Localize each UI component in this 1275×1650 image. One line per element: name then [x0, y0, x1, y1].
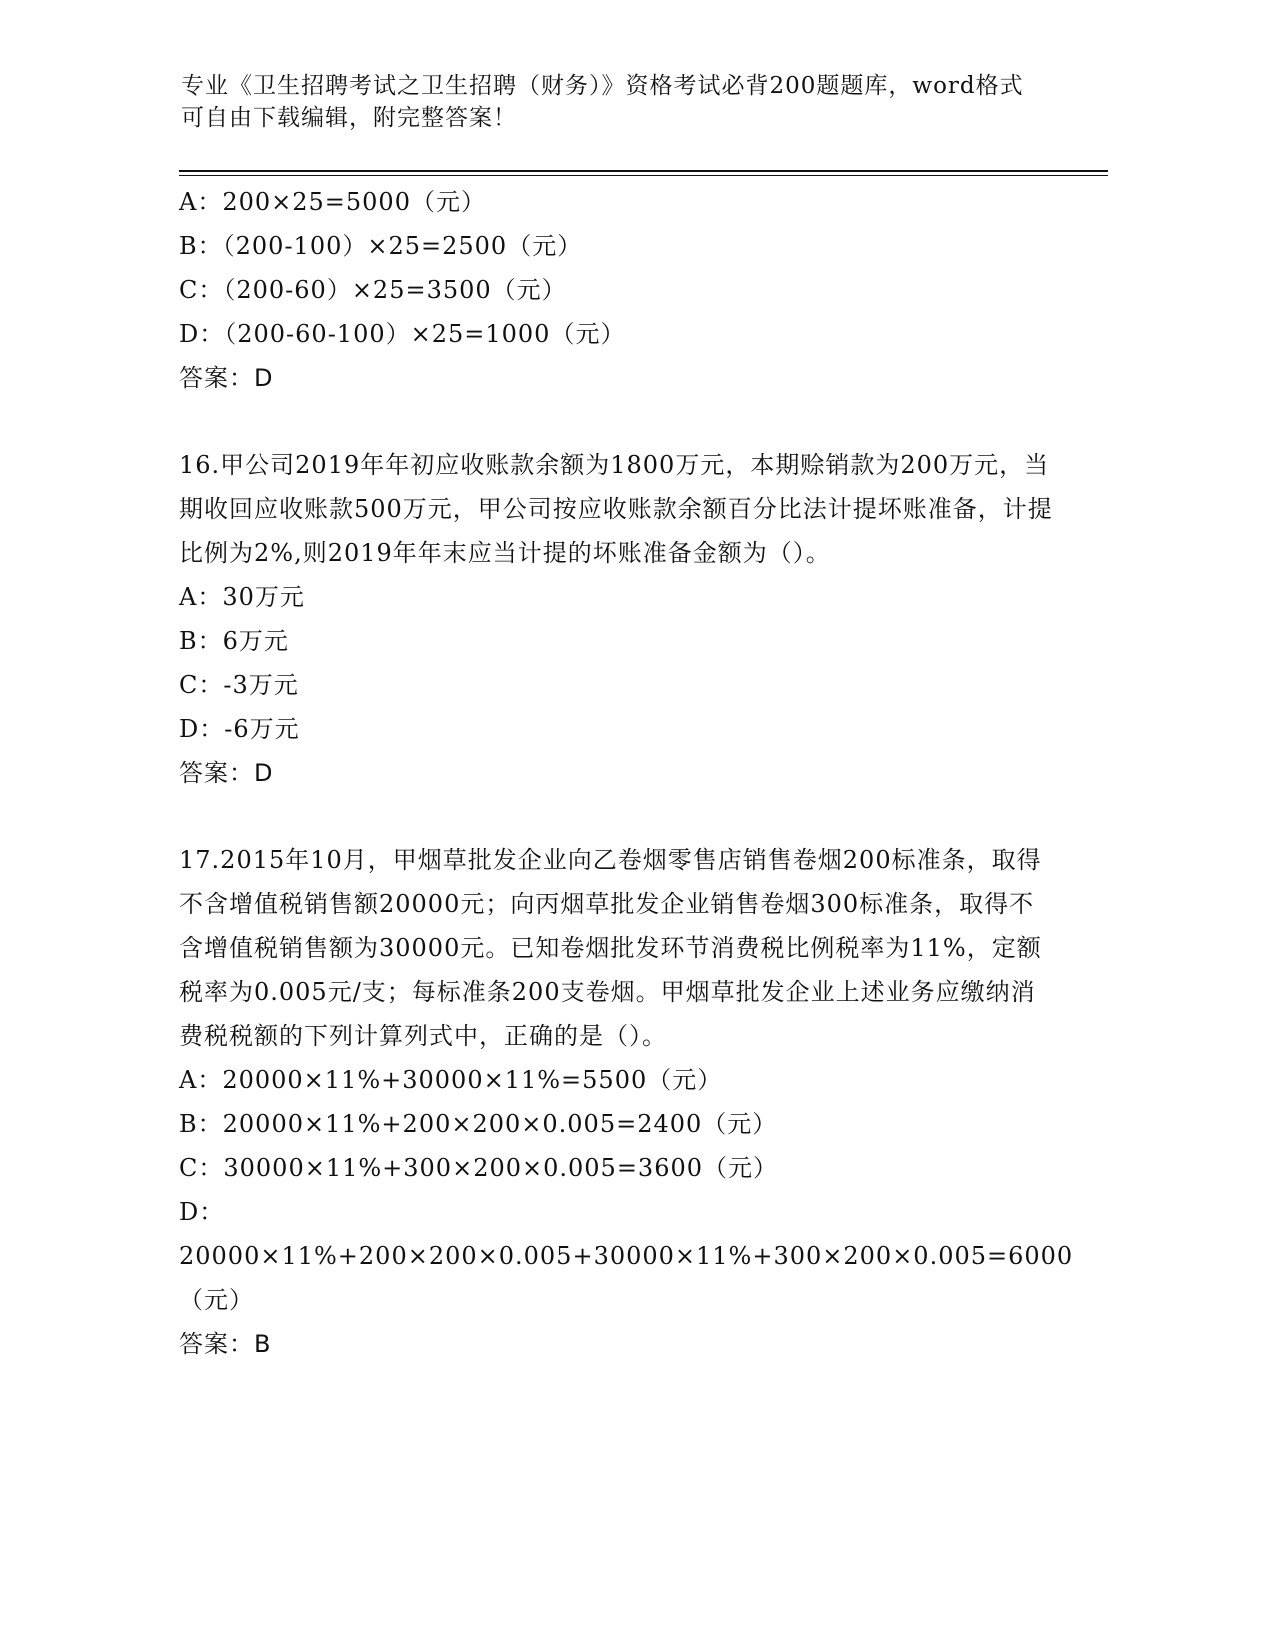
option-b: B：20000×11%+200×200×0.005=2400（元）: [179, 1110, 778, 1138]
question-16-block: [179, 443, 1059, 795]
option-d: D：-6万元: [179, 715, 300, 743]
option-b: B：（200-100）×25=2500（元）: [179, 232, 583, 260]
option-c: C：（200-60）×25=3500（元）: [179, 276, 567, 304]
answer: 答案：D: [179, 364, 274, 392]
question-17-block: [179, 838, 1074, 1366]
question-stem: 16.甲公司2019年年初应收账款余额为1800万元，本期赊销款为200万元，当期收回应收账款500万元，甲公司按应收账款余额百分比法计提坏账准备，计提比例为2%,则2019年年末应当计提的坏账准备金额为（）。: [179, 451, 1053, 567]
option-b: B：6万元: [179, 627, 289, 655]
option-c: C：30000×11%+300×200×0.005=3600（元）: [179, 1154, 779, 1182]
question-15-block: [179, 180, 1059, 400]
option-d: D：（200-60-100）×25=1000（元）: [179, 320, 626, 348]
option-c: C：-3万元: [179, 671, 299, 699]
option-a: A：200×25=5000（元）: [179, 188, 486, 216]
header-rule-thick: [179, 170, 1108, 172]
question-stem: 17.2015年10月，甲烟草批发企业向乙卷烟零售店销售卷烟200标准条，取得不含增值税销售额20000元；向丙烟草批发企业销售卷烟300标准条，取得不含增值税销售额为30000元。已知卷烟批发环节消费税比例税率为11%，定额税率为0.005元/支；每标准条200支卷烟。甲烟草批发企业上述业务应缴纳消费税税额的下列计算列式中，正确的是（）。: [179, 846, 1042, 1050]
option-a: A：30万元: [179, 583, 305, 611]
header-rule-thin: [179, 175, 1108, 176]
option-a: A：20000×11%+30000×11%=5500（元）: [179, 1066, 723, 1094]
question-content: [179, 180, 1074, 1366]
option-d: D：20000×11%+200×200×0.005+30000×11%+300×200×0.005=6000（元）: [179, 1198, 1074, 1314]
page-header: 专业《卫生招聘考试之卫生招聘（财务）》资格考试必背200题题库，word格式可自由下载编辑，附完整答案！: [181, 73, 1024, 131]
answer: 答案：B: [179, 1330, 272, 1358]
answer: 答案：D: [179, 759, 274, 787]
